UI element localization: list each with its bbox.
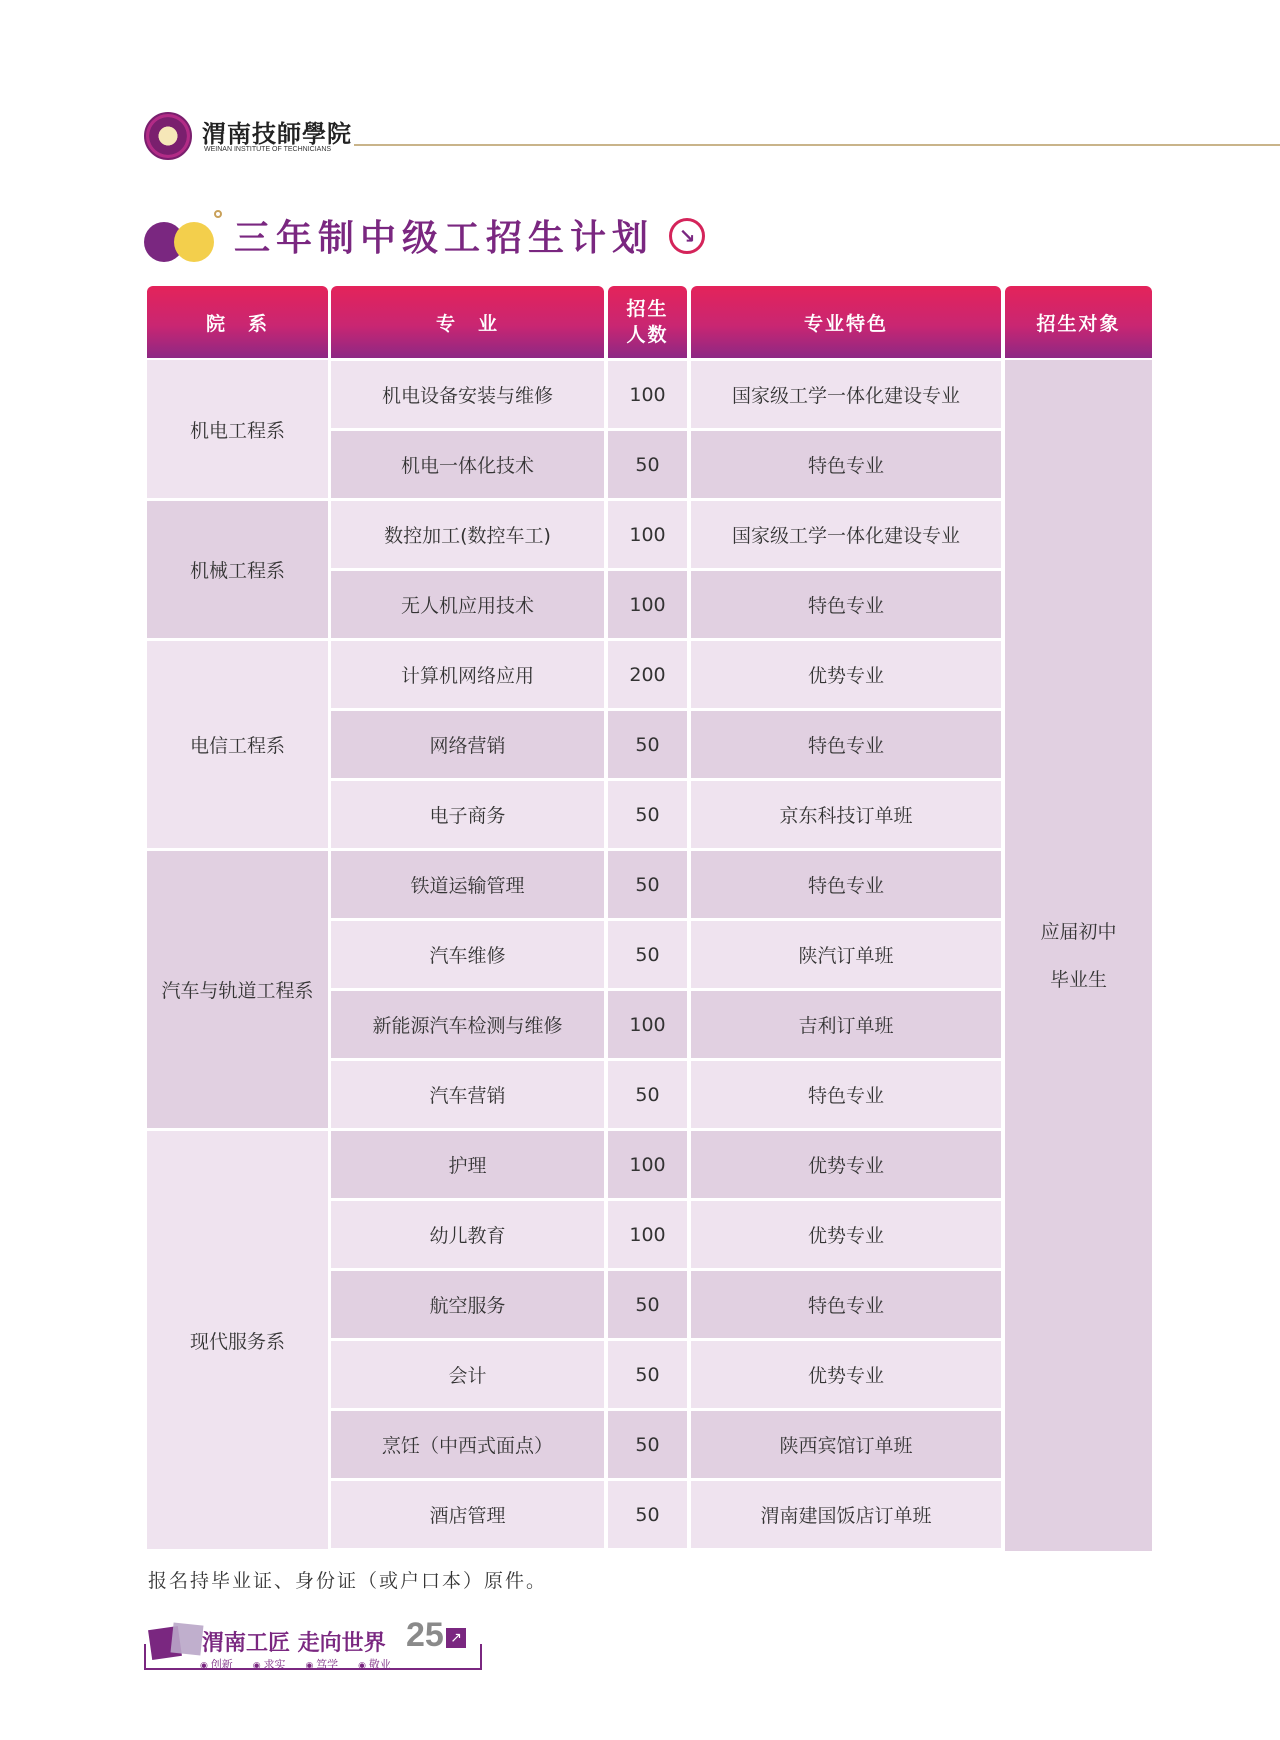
count-cell: 50 [608,921,687,988]
school-seal-icon [144,112,192,160]
major-cell: 护理 [331,1131,604,1198]
count-cell: 100 [608,991,687,1058]
count-cell: 50 [608,1061,687,1128]
footer-value: ◉ 笃学 [305,1656,338,1672]
major-cell: 烹饪（中西式面点） [331,1411,604,1478]
count-cell: 50 [608,711,687,778]
title-ring-icon [214,210,222,218]
header-target: 招生对象 [1005,286,1152,358]
target-cell [1005,360,1152,1551]
major-cell: 机电一体化技术 [331,431,604,498]
header-dept: 院 系 [147,286,328,358]
count-cell: 50 [608,1481,687,1548]
major-cell: 计算机网络应用 [331,641,604,708]
footer-square-lilac-icon [171,1623,204,1656]
school-logo [144,112,354,162]
feature-cell: 国家级工学一体化建设专业 [691,501,1001,568]
feature-cell: 特色专业 [691,571,1001,638]
count-cell: 100 [608,1131,687,1198]
feature-cell: 吉利订单班 [691,991,1001,1058]
header-feature: 专业特色 [691,286,1001,358]
count-cell: 100 [608,571,687,638]
arrow-up-right-icon: ↗ [446,1628,466,1648]
major-cell: 机电设备安装与维修 [331,361,604,428]
major-cell: 网络营销 [331,711,604,778]
dept-cell: 汽车与轨道工程系 [147,851,328,1128]
major-cell: 汽车维修 [331,921,604,988]
feature-cell: 陕西宾馆订单班 [691,1411,1001,1478]
count-cell: 50 [608,781,687,848]
school-name-en: WEINAN INSTITUTE OF TECHNICIANS [204,146,332,153]
major-cell: 铁道运输管理 [331,851,604,918]
dept-cell: 机电工程系 [147,360,328,498]
feature-cell: 特色专业 [691,431,1001,498]
enrollment-note: 报名持毕业证、身份证（或户口本）原件。 [148,1570,548,1592]
count-cell: 200 [608,641,687,708]
feature-cell: 陕汽订单班 [691,921,1001,988]
header-count-line2: 人数 [626,324,669,346]
title-dot-yellow-icon [174,222,214,262]
dept-cell: 机械工程系 [147,501,328,638]
count-cell: 100 [608,1201,687,1268]
major-cell: 数控加工(数控车工) [331,501,604,568]
feature-cell: 特色专业 [691,1061,1001,1128]
count-cell: 100 [608,361,687,428]
major-cell: 汽车营销 [331,1061,604,1128]
header-count [608,286,687,358]
arrow-down-right-icon: ↘ [669,218,705,254]
major-cell: 新能源汽车检测与维修 [331,991,604,1058]
footer-values [200,1656,391,1672]
feature-cell: 优势专业 [691,641,1001,708]
major-cell: 酒店管理 [331,1481,604,1548]
major-cell: 电子商务 [331,781,604,848]
feature-cell: 京东科技订单班 [691,781,1001,848]
footer-value: ◉ 创新 [200,1656,233,1672]
count-cell: 50 [608,1411,687,1478]
major-cell: 无人机应用技术 [331,571,604,638]
footer-value: ◉ 敬业 [358,1656,391,1672]
header-divider [354,144,1280,146]
feature-cell: 优势专业 [691,1131,1001,1198]
target-line1: 应届初中 [1040,920,1117,943]
dept-cell: 现代服务系 [147,1131,328,1549]
count-cell: 50 [608,851,687,918]
count-cell: 50 [608,431,687,498]
major-cell: 幼儿教育 [331,1201,604,1268]
page-number: 25 [406,1616,444,1654]
feature-cell: 特色专业 [691,1271,1001,1338]
target-line2: 毕业生 [1049,968,1107,991]
major-cell: 会计 [331,1341,604,1408]
feature-cell: 优势专业 [691,1201,1001,1268]
footer-slogan: 渭南工匠 走向世界 [202,1631,386,1656]
dept-cell: 电信工程系 [147,641,328,848]
school-name-cn: 渭南技師學院 [202,119,352,148]
count-cell: 50 [608,1341,687,1408]
page-title: 三年制中级工招生计划 [234,218,655,259]
major-cell: 航空服务 [331,1271,604,1338]
feature-cell: 渭南建国饭店订单班 [691,1481,1001,1548]
header-count-line1: 招生 [626,298,669,320]
count-cell: 100 [608,501,687,568]
footer-value: ◉ 求实 [253,1656,286,1672]
header-major: 专 业 [331,286,604,358]
feature-cell: 特色专业 [691,711,1001,778]
feature-cell: 国家级工学一体化建设专业 [691,361,1001,428]
feature-cell: 特色专业 [691,851,1001,918]
count-cell: 50 [608,1271,687,1338]
feature-cell: 优势专业 [691,1341,1001,1408]
